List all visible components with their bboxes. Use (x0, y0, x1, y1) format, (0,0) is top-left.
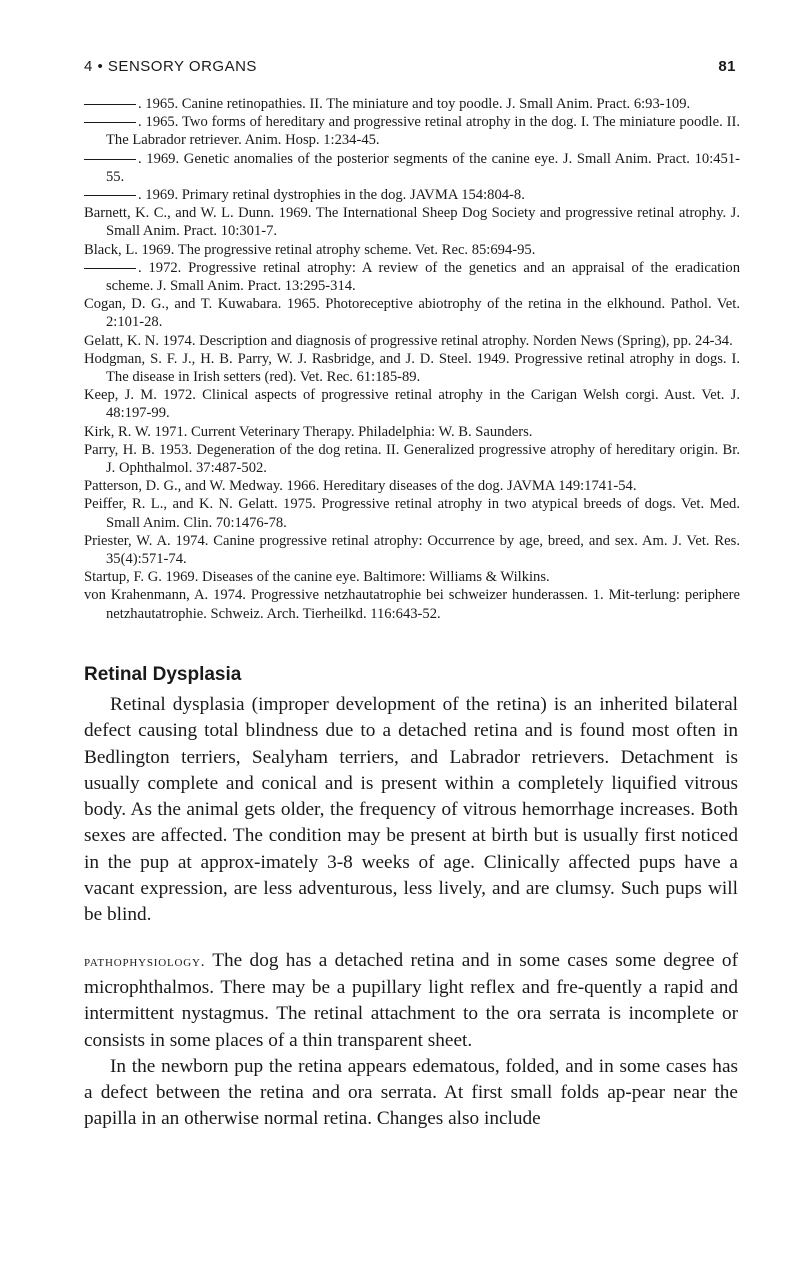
newborn-paragraph: In the newborn pup the retina appears edematous, folded, and in some cases has a defect between the retina and ora serrata. At first small folds ap-pear near the papilla in an otherwise normal retina. Changes also include (84, 1055, 738, 1130)
ditto-dash (84, 268, 136, 269)
section-body (84, 692, 738, 1133)
reference-text: 1974. Description and diagnosis of progressive retinal atrophy. Norden News (Spring), pp. 24-34. (158, 332, 733, 349)
reference-text: . 1965. Canine retinopathies. II. The miniature and toy poodle. J. Small Anim. Pract. 6:93-109. (138, 96, 691, 112)
reference-item (84, 204, 740, 240)
reference-text: 1975. Progressive retinal atrophy in two atypical breeds of dogs. Vet. Med. Small Anim. Clin. 70:1476-78. (106, 496, 740, 531)
reference-item (84, 241, 740, 259)
reference-text: . 1972. Progressive retinal atrophy: A review of the genetics and an appraisal of the eradication scheme. J. Small Anim. Pract. 13:295-314. (106, 259, 740, 295)
reference-item (84, 568, 740, 586)
reference-text: 1949. Progressive retinal atrophy in dogs. I. The disease in Irish setters (red). Vet. Rec. 61:185-89. (106, 350, 740, 386)
reference-author: Parry, H. B. (84, 441, 155, 458)
intro-paragraph: Retinal dysplasia (improper development of the retina) is an inherited bilateral defect causing total blindness due to a detached retina and is found most often in Bedlington terriers, Sealyham terriers, and Labrador retrievers. Detachment is usually complete and conical and is present within a completely liquified vitrous body. As the animal gets older, the frequency of vitrous hemorrhage increases. Both sexes are affected. The condition may be present at birth but is usually first noticed in the pup at approx-imately 3-8 weeks of age. Clinically affected pups have a vacant expression, are less adventurous, less lively, and are clumsy. Such pups will be blind. (84, 694, 738, 926)
ditto-dash (84, 104, 136, 105)
reference-item (84, 495, 740, 531)
reference-text: 1965. Photoreceptive abiotrophy of the retina in the elkhound. Pathol. Vet. 2:101-28. (106, 296, 740, 331)
reference-author: Startup, F. G. (84, 569, 162, 586)
reference-text: . 1969. Primary retinal dystrophies in the dog. JAVMA 154:804-8. (138, 187, 525, 204)
reference-text: 1969. Diseases of the canine eye. Baltimore: Williams & Wilkins. (161, 569, 550, 586)
reference-item (84, 477, 740, 495)
reference-text: . 1969. Genetic anomalies of the posterior segments of the canine eye. J. Small Anim. Pract. 10:451-55. (106, 150, 740, 185)
reference-text: 1972. Clinical aspects of progressive retinal atrophy in the Carigan Welsh corgi. Aust. Vet. J. 48:197-99. (106, 387, 740, 422)
reference-item (84, 350, 740, 386)
reference-author: Cogan, D. G., and T. Kuwabara. (84, 296, 282, 313)
ditto-dash (84, 195, 136, 196)
reference-item (84, 423, 740, 441)
reference-item (84, 150, 740, 186)
reference-text: 1971. Current Veterinary Therapy. Philadelphia: W. B. Saunders. (150, 423, 533, 440)
reference-item (84, 95, 740, 113)
reference-author: Black, L. (84, 241, 138, 258)
page-number: 81 (718, 58, 736, 75)
reference-author: Barnett, K. C., and W. L. Dunn. (84, 205, 275, 222)
pathophysiology-paragraph (84, 948, 738, 1054)
page-header (84, 58, 736, 80)
reference-text: . 1965. Two forms of hereditary and progressive retinal atrophy in the dog. I. The miniature poodle. II. The Labrador retriever. Anim. Hosp. 1:234-45. (106, 114, 740, 149)
reference-item (84, 441, 740, 477)
reference-text: 1969. The progressive retinal atrophy scheme. Vet. Rec. 85:694-95. (137, 241, 536, 258)
reference-item (84, 386, 740, 422)
reference-author: Patterson, D. G., and W. Medway. (84, 478, 283, 495)
reference-text: 1974. Progressive netzhautatrophie bei schweizer hunderassen. 1. Mit-terlung: periphere netzhautatrophie. Schweiz. Arch. Tierheilkd. 116:643-52. (106, 587, 740, 622)
reference-item (84, 113, 740, 149)
reference-item (84, 332, 740, 350)
reference-author: Priester, W. A. (84, 532, 171, 549)
pathophysiology-text: The dog has a detached retina and in some cases some degree of microphthalmos. There may be a pupillary light reflex and fre-quently a rapid and intermittent nystagmus. The retinal attachment to the ora serrata is incomplete or consists in some places of a thin transparent sheet. (84, 949, 738, 1051)
reference-author: Gelatt, K. N. (84, 332, 159, 349)
reference-author: von Krahenmann, A. (84, 587, 209, 604)
ditto-dash (84, 159, 136, 160)
reference-text: 1974. Canine progressive retinal atrophy: Occurrence by age, breed, and sex. Am. J. Vet. Res. 35(4):571-74. (106, 532, 740, 568)
chapter-title: 4 • SENSORY ORGANS (84, 58, 257, 75)
reference-text: 1969. The International Sheep Dog Society and progressive retinal atrophy. J. Small Anim. Pract. 10:301-7. (106, 205, 740, 240)
reference-item (84, 586, 740, 622)
reference-text: 1953. Degeneration of the dog retina. II. Generalized progressive atrophy of hereditary origin. Br. J. Ophthalmol. 37:487-502. (106, 441, 740, 477)
subsection-label: pathophysiology. (84, 953, 206, 970)
reference-item (84, 532, 740, 568)
reference-author: Peiffer, R. L., and K. N. Gelatt. (84, 496, 278, 513)
reference-item (84, 295, 740, 331)
reference-author: Kirk, R. W. (84, 423, 151, 440)
reference-text: 1966. Hereditary diseases of the dog. JAVMA 149:1741-54. (282, 478, 637, 495)
reference-item (84, 186, 740, 204)
reference-list (84, 95, 740, 623)
reference-author: Hodgman, S. F. J., H. B. Parry, W. J. Rasbridge, and J. D. Steel. (84, 350, 472, 367)
reference-author: Keep, J. M. (84, 387, 157, 404)
section-heading: Retinal Dysplasia (84, 664, 242, 685)
ditto-dash (84, 122, 136, 123)
reference-item (84, 259, 740, 295)
